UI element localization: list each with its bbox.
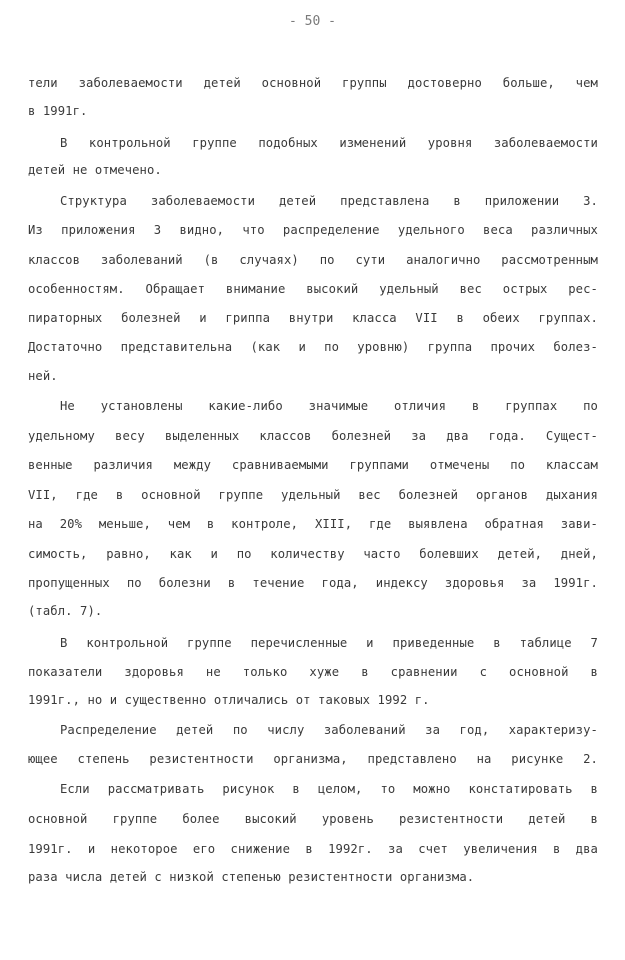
text-line: венные различия между сравниваемыми группами отмечены по классам	[28, 458, 598, 472]
text-line: ющее степень резистентности организма, представлено на рисунке 2.	[28, 752, 598, 766]
text-line: Распределение детей по числу заболеваний за год, характеризу-	[60, 723, 598, 737]
text-line: в 1991г.	[28, 104, 88, 118]
page-number: - 50 -	[289, 14, 336, 29]
text-line: Структура заболеваемости детей представлена в приложении 3.	[60, 194, 598, 208]
text-line: тели заболеваемости детей основной группы достоверно больше, чем	[28, 76, 598, 90]
text-line: пираторных болезней и гриппа внутри класса VII в обеих группах.	[28, 311, 598, 325]
text-line: на 20% меньше, чем в контроле, XIII, где выявлена обратная зави-	[28, 517, 598, 531]
text-line: Не установлены какие-либо значимые отличия в группах по	[60, 399, 598, 413]
text-line: удельному весу выделенных классов болезней за два года. Сущест-	[28, 429, 598, 443]
text-line: Достаточно представительна (как и по уровню) группа прочих болез-	[28, 340, 598, 354]
text-line: детей не отмечено.	[28, 163, 162, 177]
text-line: пропущенных по болезни в течение года, индексу здоровья за 1991г.	[28, 576, 598, 590]
text-line: В контрольной группе перечисленные и приведенные в таблице 7	[60, 636, 598, 650]
text-line: 1991г. и некоторое его снижение в 1992г. за счет увеличения в два	[28, 842, 598, 856]
text-line: симость, равно, как и по количеству часто болевших детей, дней,	[28, 547, 598, 561]
text-line: В контрольной группе подобных изменений уровня заболеваемости	[60, 136, 598, 150]
text-line: Если рассматривать рисунок в целом, то можно констатировать в	[60, 782, 598, 796]
text-line: Из приложения 3 видно, что распределение удельного веса различных	[28, 223, 598, 237]
text-line: VII, где в основной группе удельный вес болезней органов дыхания	[28, 488, 598, 502]
text-line: раза числа детей с низкой степенью резистентности организма.	[28, 870, 475, 884]
text-line: особенностям. Обращает внимание высокий удельный вес острых рес-	[28, 282, 598, 296]
text-line: показатели здоровья не только хуже в сравнении с основной в	[28, 665, 598, 679]
text-line: классов заболеваний (в случаях) по сути аналогично рассмотренным	[28, 253, 598, 267]
text-line: основной группе более высокий уровень резистентности детей в	[28, 812, 598, 826]
text-line: ней.	[28, 369, 58, 383]
text-line: (табл. 7).	[28, 604, 103, 618]
text-line: 1991г., но и существенно отличались от таковых 1992 г.	[28, 693, 430, 707]
